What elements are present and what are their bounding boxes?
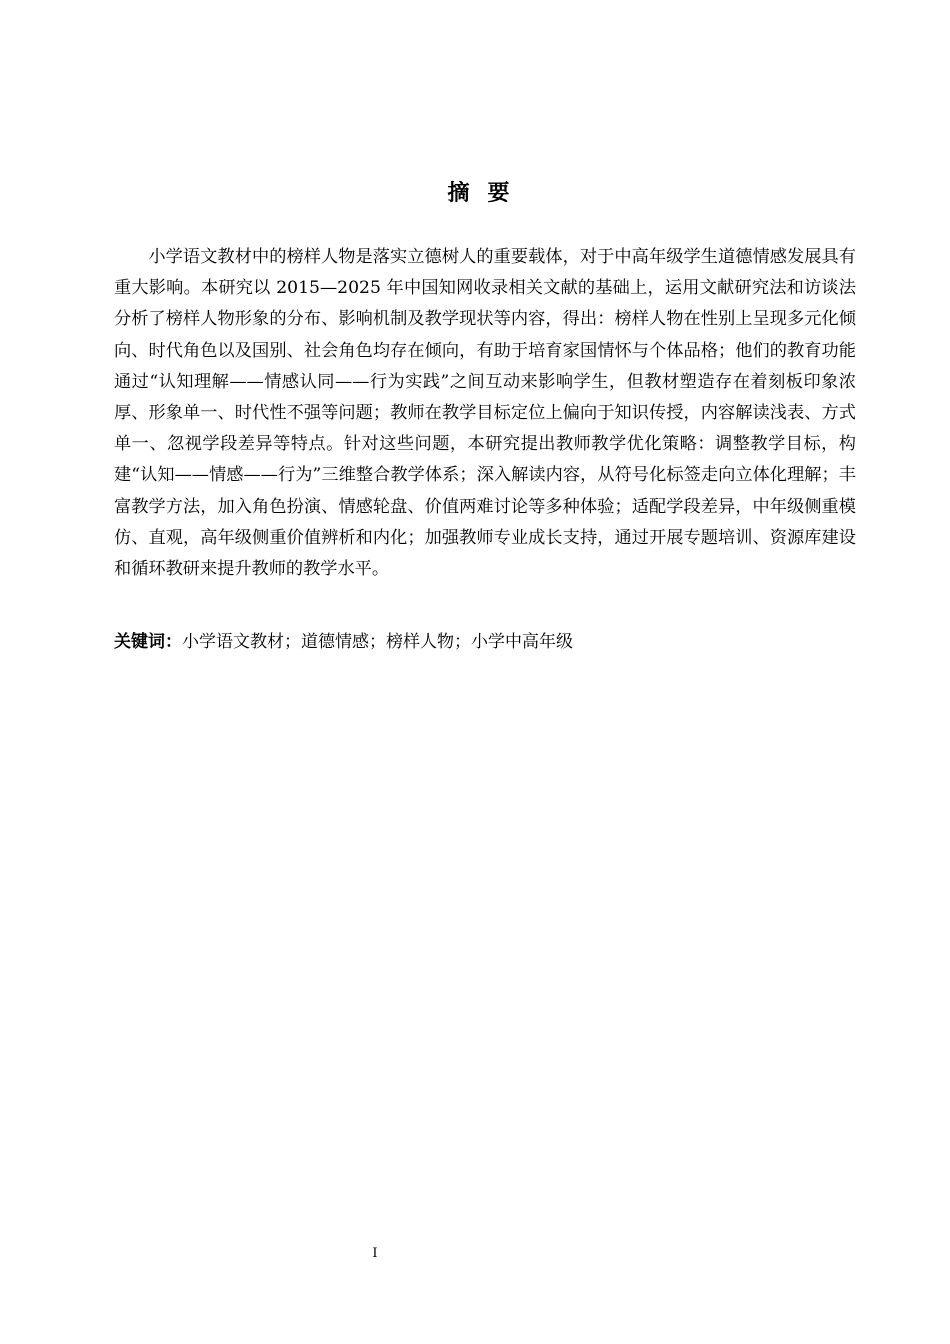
keywords-text: 小学语文教材；道德情感；榜样人物；小学中高年级 — [182, 632, 573, 652]
abstract-body: 小学语文教材中的榜样人物是落实立德树人的重要载体，对于中高年级学生道德情感发展具有重大影响。本研究以 2015—2025 年中国知网收录相关文献的基础上，运用文献研究法和访谈法分析了榜样人物形象的分布、影响机制及教学现状等内容，得出：榜样人物在性别上呈现多元化倾向、时代角色以及国别、社会角色均存在倾向，有助于培育家国情怀与个体品格；他们的教育功能通过“认知理解——情感认同——行为实践”之间互动来影响学生，但教材塑造存在着刻板印象浓厚、形象单一、时代性不强等问题；教师在教学目标定位上偏向于知识传授，内容解读浅表、方式单一、忽视学段差异等特点。针对这些问题，本研究提出教师教学优化策略：调整教学目标，构建“认知——情感——行为”三维整合教学体系；深入解读内容，从符号化标签走向立体化理解；丰富教学方法，加入角色扮演、情感轮盘、价值两难讨论等多种体验；适配学段差异，中年级侧重模仿、直观，高年级侧重价值辨析和内化；加强教师专业成长支持，通过开展专题培训、资源库建设和循环教研来提升教师的教学水平。 — [114, 247, 856, 580]
keywords-line — [114, 626, 856, 658]
keywords-label: 关键词： — [114, 632, 182, 652]
page-number: I — [372, 1246, 378, 1261]
abstract-title: 摘要 — [447, 181, 528, 206]
